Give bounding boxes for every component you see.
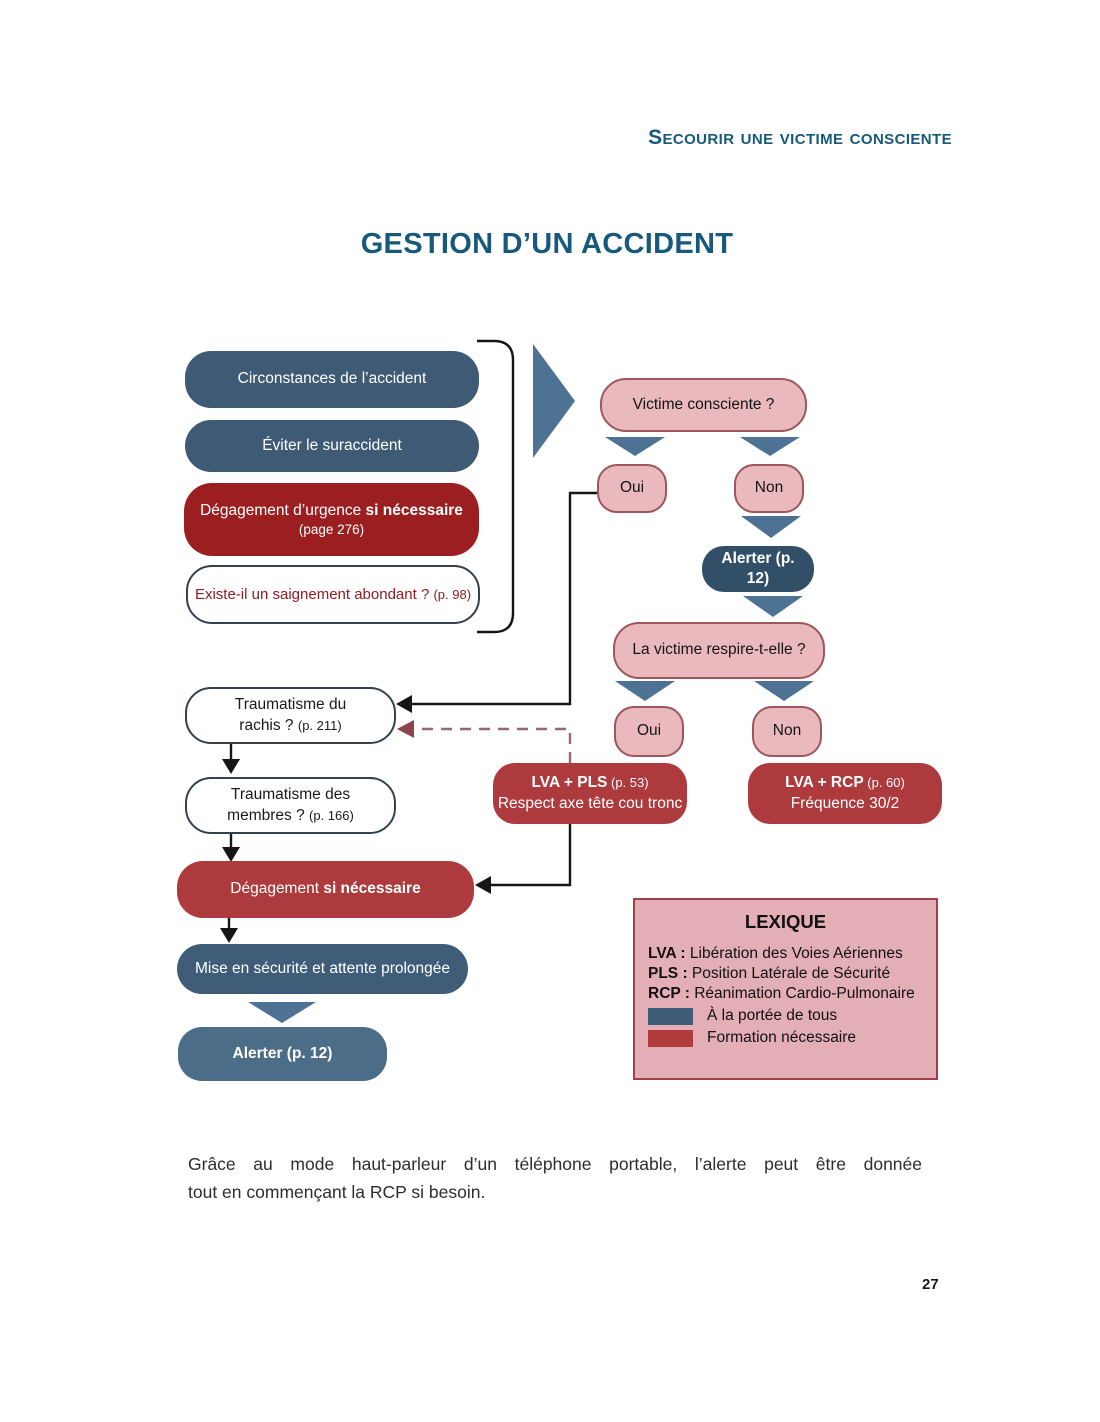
arrowhead-lvapls-degagement-icon <box>475 876 491 894</box>
node-traumatisme-rachis-line1: Traumatisme du <box>234 696 347 714</box>
node-degagement-urgence-pageref: (page 276) <box>298 521 365 537</box>
node-eviter-suraccident-label: Éviter le suraccident <box>262 436 402 454</box>
node-consciente-non-label: Non <box>754 479 784 497</box>
lva-pls-pageref: (p. 53) <box>607 775 649 791</box>
node-circonstances-label: Circonstances de l’accident <box>237 370 427 388</box>
lexique-entry-pls <box>648 964 923 984</box>
degagement-urgence-bold-text: si nécessaire <box>365 501 463 519</box>
arrowhead-degagement-mise-icon <box>220 928 238 943</box>
lexique-rcp-abbr: RCP : <box>648 985 690 1003</box>
node-saignement <box>186 565 480 624</box>
node-consciente-non <box>734 464 804 513</box>
node-consciente-oui <box>597 464 667 513</box>
footer-note-line2: tout en commençant la RCP si besoin. <box>188 1182 486 1203</box>
node-lva-rcp <box>748 763 942 824</box>
arrowhead-rachis-membres-icon <box>222 759 240 774</box>
page-number: 27 <box>922 1276 939 1293</box>
group-bracket <box>477 341 513 632</box>
lexique-lva-definition: Libération des Voies Aériennes <box>685 945 903 962</box>
main-flow-arrow-icon <box>533 344 575 458</box>
node-traumatisme-membres-line2 <box>227 806 354 826</box>
node-traumatisme-membres <box>185 777 396 834</box>
arrow-alerter-respire-icon <box>743 596 803 617</box>
node-degagement <box>177 861 474 918</box>
lva-rcp-bold-text: LVA + RCP <box>785 774 864 792</box>
node-victime-consciente <box>600 378 807 432</box>
membres-pageref: (p. 166) <box>309 807 354 823</box>
node-victime-respire-label: La victime respire-t-elle ? <box>632 641 806 659</box>
saignement-pageref: (p. 98) <box>433 586 472 602</box>
line-lvapls-degagement <box>489 824 570 885</box>
arrow-non-alerter-icon <box>741 516 801 538</box>
arrow-consciente-non-icon <box>740 437 800 456</box>
node-traumatisme-membres-line1: Traumatisme des <box>230 786 351 804</box>
lexique-rcp-definition: Réanimation Cardio-Pulmonaire <box>689 985 915 1003</box>
rachis-text: rachis ? <box>239 716 298 734</box>
page-title: GESTION D’UN ACCIDENT <box>360 228 734 260</box>
lexique-pls-abbr: PLS : <box>648 965 688 983</box>
node-lva-rcp-line1 <box>785 773 905 793</box>
node-consciente-oui-label: Oui <box>619 479 645 497</box>
degagement-text: Dégagement <box>230 880 324 898</box>
node-alerter-bas <box>178 1027 387 1081</box>
node-mise-en-securite <box>177 944 468 994</box>
rachis-pageref: (p. 211) <box>297 717 342 733</box>
membres-text: membres ? <box>227 806 310 824</box>
node-traumatisme-rachis-line2 <box>239 716 341 736</box>
arrowhead-membres-degagement-icon <box>222 847 240 862</box>
node-alerter-haut-label: Alerter (p. 12) <box>721 549 795 587</box>
legend-blue-swatch-icon <box>648 1008 693 1025</box>
arrow-respire-non-icon <box>754 681 814 701</box>
node-degagement-urgence <box>184 483 479 556</box>
node-degagement-line <box>230 879 420 899</box>
legend-red-swatch-icon <box>648 1030 693 1047</box>
degagement-bold-text: si nécessaire <box>323 880 421 898</box>
node-mise-en-securite-label: Mise en sécurité et attente prolongée <box>194 959 451 977</box>
node-saignement-line <box>195 585 471 605</box>
node-victime-respire <box>613 622 825 679</box>
node-victime-consciente-label: Victime consciente ? <box>632 395 775 413</box>
arrow-consciente-oui-icon <box>605 437 665 456</box>
lexique-pls-definition: Position Latérale de Sécurité <box>687 965 891 983</box>
degagement-urgence-text: Dégagement d’urgence <box>200 501 366 519</box>
node-respire-oui-label: Oui <box>636 722 662 740</box>
node-degagement-urgence-line1 <box>200 501 463 521</box>
legend-blue-label: À la portée de tous <box>707 1007 838 1025</box>
node-respire-oui <box>614 706 684 757</box>
node-eviter-suraccident <box>185 420 479 472</box>
legend-row-blue <box>648 1007 923 1026</box>
arrow-mise-alerter-icon <box>248 1002 316 1023</box>
saignement-text: Existe-il un saignement abondant ? <box>194 585 434 603</box>
node-circonstances <box>185 351 479 408</box>
footer-note <box>188 1150 922 1207</box>
lexique-entry-rcp <box>648 984 923 1004</box>
node-alerter-haut <box>702 546 814 592</box>
lexique-title: LEXIQUE <box>744 911 827 932</box>
node-traumatisme-rachis <box>185 687 396 744</box>
legend-row-red <box>648 1029 923 1048</box>
running-header: Secourir une victime consciente <box>648 126 952 149</box>
lexique-entry-lva <box>648 944 923 964</box>
lexique-lva-abbr: LVA : <box>648 945 686 962</box>
footer-note-line1: Grâce au mode haut-parleur d’un téléphone portable, l’alerte peut être donnée <box>188 1154 922 1174</box>
dashed-line-lvapls-rachis <box>412 729 570 763</box>
node-respire-non-label: Non <box>772 722 802 740</box>
node-lva-pls <box>493 763 687 824</box>
node-respire-non <box>752 706 822 757</box>
node-lva-pls-line1 <box>531 773 648 793</box>
node-alerter-bas-label: Alerter (p. 12) <box>232 1044 333 1062</box>
lva-rcp-pageref: (p. 60) <box>863 775 905 791</box>
arrowhead-lvapls-rachis-icon <box>397 720 414 738</box>
legend-red-label: Formation nécessaire <box>707 1029 857 1047</box>
lexique-box <box>633 898 938 1080</box>
arrowhead-oui-rachis-icon <box>396 695 412 713</box>
node-lva-pls-line2: Respect axe tête cou tronc <box>497 794 683 812</box>
lva-pls-bold-text: LVA + PLS <box>531 774 608 792</box>
arrow-respire-oui-icon <box>615 681 675 701</box>
node-lva-rcp-line2: Fréquence 30/2 <box>790 794 900 812</box>
